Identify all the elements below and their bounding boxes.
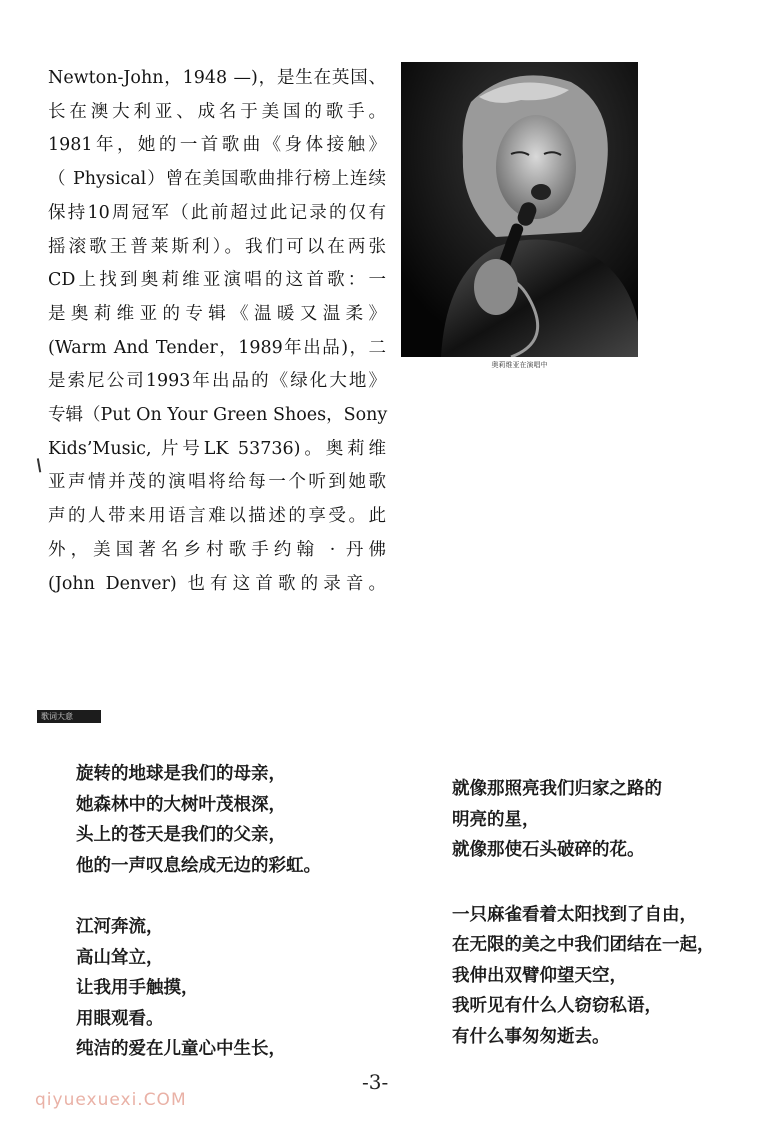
- singer-photo: [401, 62, 638, 357]
- lyric-line: 就像那照亮我们归家之路的: [452, 779, 662, 799]
- page-number: -3-: [362, 1070, 389, 1094]
- intro-line: 保持10周冠军（此前超过此记录的仅有: [48, 202, 386, 223]
- singer-photo-illustration: [401, 62, 638, 357]
- lyrics-column-right: [452, 774, 715, 1052]
- lyric-line: 就像那使石头破碎的花。: [452, 840, 645, 860]
- intro-line: Kids’Music, 片号LK 53736)。奥莉维: [48, 438, 386, 459]
- intro-line: 长在澳大利亚、成名于美国的歌手。: [48, 101, 386, 122]
- intro-line: Newton-John，1948 —)，是生在英国、: [48, 68, 386, 88]
- lyric-line: 一只麻雀看着太阳找到了自由，: [452, 904, 697, 925]
- lyric-line: 有什么事匆匆逝去。: [452, 1026, 610, 1047]
- lyric-line: 纯洁的爱在儿童心中生长，: [76, 1039, 286, 1059]
- lyrics-stanza: [76, 912, 321, 1065]
- lyric-line: 我听见有什么人窃窃私语，: [452, 996, 662, 1016]
- intro-line: 1981年，她的一首歌曲《身体接触》: [48, 135, 386, 156]
- lyric-line: 她森林中的大树叶茂根深，: [76, 794, 286, 815]
- intro-line: 声的人带来用语言难以描述的享受。此: [48, 506, 386, 527]
- intro-line: （ Physical）曾在美国歌曲排行榜上连续: [48, 169, 386, 190]
- lyrics-stanza: [452, 900, 715, 1053]
- lyrics-stanza: [452, 774, 715, 866]
- lyric-line: 江河奔流，: [76, 917, 164, 937]
- intro-line: 是索尼公司1993年出品的《绿化大地》: [48, 371, 386, 392]
- intro-line: 外，美国著名乡村歌手约翰 · 丹佛: [48, 539, 386, 560]
- intro-line: 是奥莉维亚的专辑《温暖又温柔》: [48, 303, 386, 324]
- section-label: 歌词大意: [37, 710, 101, 723]
- stray-pen-mark: [37, 458, 45, 473]
- photo-caption: 奥莉维亚在演唱中: [491, 361, 548, 369]
- lyrics-column-left: [76, 759, 321, 1065]
- intro-line: (Warm And Tender，1989年出品)，二: [48, 337, 386, 358]
- intro-line: (John Denver) 也有这首歌的录音。: [48, 573, 386, 594]
- intro-line: CD上找到奥莉维亚演唱的这首歌：一: [48, 270, 386, 291]
- intro-line: 亚声情并茂的演唱将给每一个听到她歌: [48, 472, 386, 493]
- intro-line: 专辑（Put On Your Green Shoes，Sony: [48, 405, 388, 426]
- intro-line: 摇滚歌王普莱斯利）。我们可以在两张: [48, 236, 386, 257]
- lyric-line: 明亮的星，: [452, 809, 540, 830]
- lyric-line: 高山耸立，: [76, 947, 164, 968]
- intro-paragraph: [48, 62, 386, 601]
- lyric-line: 在无限的美之中我们团结在一起，: [452, 935, 715, 955]
- watermark: qiyuexuexi.COM: [35, 1090, 187, 1110]
- lyric-line: 他的一声叹息绘成无边的彩虹。: [76, 855, 321, 876]
- lyric-line: 头上的苍天是我们的父亲，: [76, 825, 286, 845]
- lyrics-stanza: [76, 759, 321, 881]
- lyric-line: 旋转的地球是我们的母亲，: [76, 764, 286, 784]
- lyric-line: 让我用手触摸，: [76, 978, 199, 998]
- lyric-line: 我伸出双臂仰望天空，: [452, 965, 627, 986]
- lyric-line: 用眼观看。: [76, 1008, 164, 1029]
